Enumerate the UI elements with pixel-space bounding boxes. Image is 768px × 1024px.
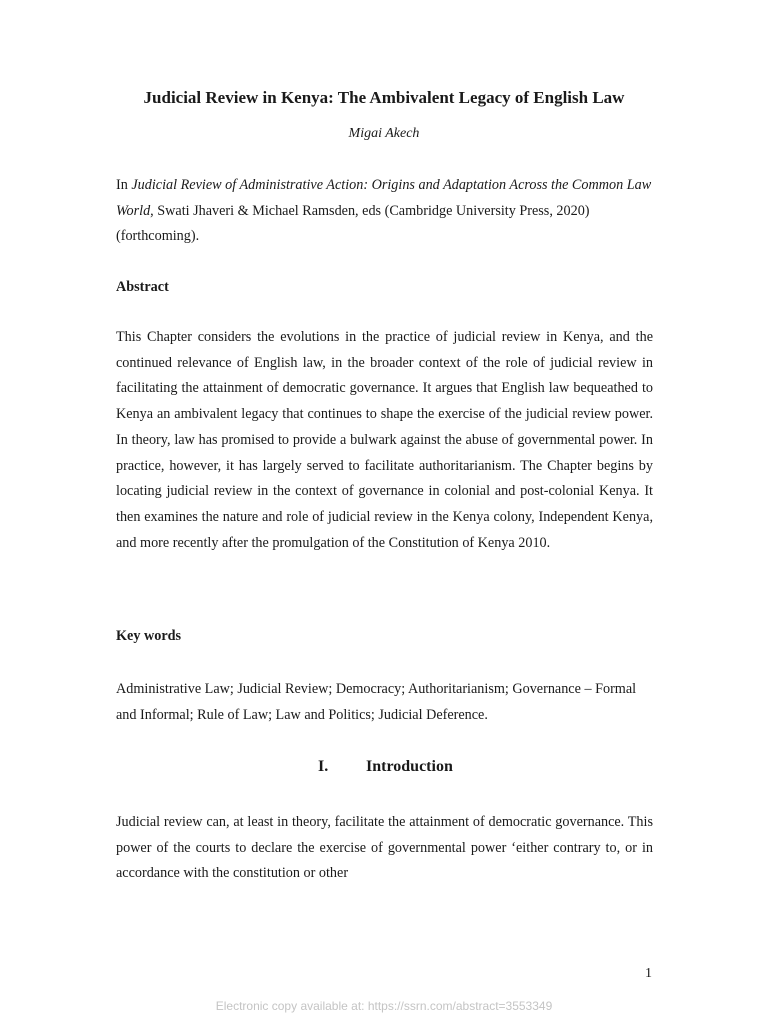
paper-title: Judicial Review in Kenya: The Ambivalent Legacy of English Law bbox=[143, 88, 625, 107]
page-number: 1 bbox=[645, 966, 652, 981]
citation-rest: , Swati Jhaveri & Michael Ramsden, eds (Cambridge University Press, 2020) (forthcoming). bbox=[116, 202, 590, 245]
section-number: I. bbox=[318, 758, 329, 775]
citation-prefix: In bbox=[116, 177, 132, 193]
section-title: Introduction bbox=[366, 758, 453, 775]
citation-paragraph bbox=[116, 173, 653, 250]
keywords-body: Administrative Law; Judicial Review; Democracy; Authoritarianism; Governance – Formal and Informal; Rule of Law; Law and Politics; Judicial Deference. bbox=[116, 681, 637, 723]
abstract-heading: Abstract bbox=[116, 279, 169, 295]
abstract-body: This Chapter considers the evolutions in the practice of judicial review in Kenya, and the continued relevance of English law, in the broader context of the role of judicial review in facilitating the attainment of democratic governance. It argues that English law bequeathed to Kenya an ambivalent legacy that continues to shape the exercise of the judicial review power. In theory, law has promised to provide a bulwark against the abuse of governmental power. In practice, however, it has largely served to facilitate authoritarianism. The Chapter begins by locating judicial review in the context of governance in colonial and post-colonial Kenya. It then examines the nature and role of judicial review in the Kenya colony, Independent Kenya, and more recently after the promulgation of the Constitution of Kenya 2010. bbox=[116, 329, 653, 551]
citation-book-title: Judicial Review of Administrative Action: Origins and Adaptation Across the Common Law World bbox=[116, 177, 652, 219]
paper-author: Migai Akech bbox=[348, 126, 420, 141]
introduction-body: Judicial review can, at least in theory, facilitate the attainment of democratic governance. This power of the courts to declare the exercise of governmental power ‘either contrary to, or in accordance with the constitution or other bbox=[116, 814, 653, 882]
keywords-heading: Key words bbox=[116, 628, 182, 644]
ssrn-footer: Electronic copy available at: https://ssrn.com/abstract=3553349 bbox=[215, 999, 553, 1013]
